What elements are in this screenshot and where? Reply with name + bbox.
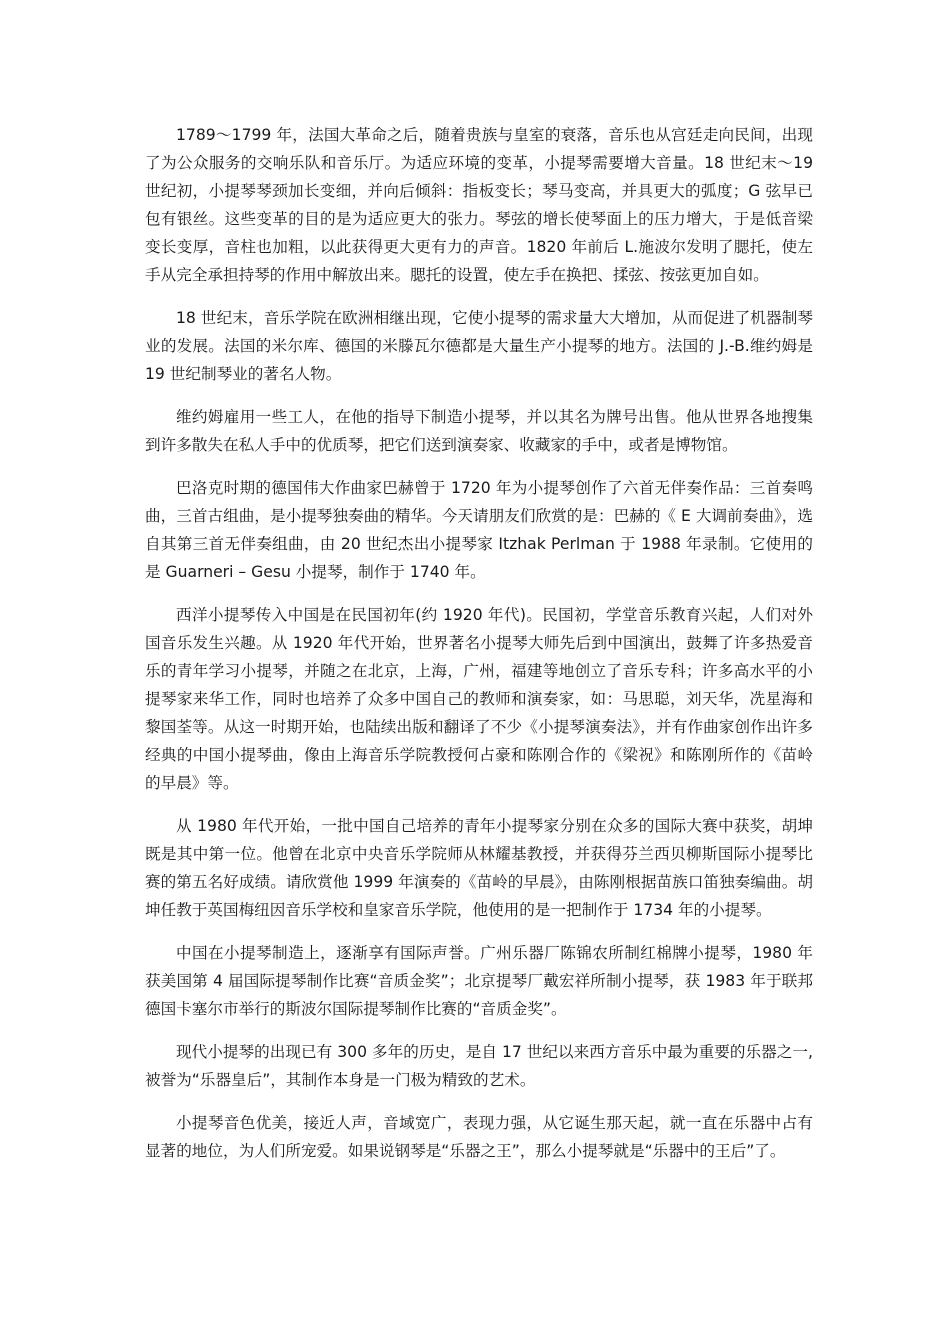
paragraph-7: 中国在小提琴制造上，逐渐享有国际声誉。广州乐器厂陈锦农所制红棉牌小提琴，1980 年获美国第 4 届国际提琴制作比赛“音质金奖”；北京提琴厂戴宏祥所制小提琴，获 1983 年于联邦德国卡塞尔市举行的斯波尔国际提琴制作比赛的“音质金奖”。 — [145, 944, 813, 1018]
paragraph-2: 18 世纪末，音乐学院在欧洲相继出现，它使小提琴的需求量大大增加，从而促进了机器制琴业的发展。法国的米尔库、德国的米滕瓦尔德都是大量生产小提琴的地方。法国的 J.-B.维约姆是 19 世纪制琴业的著名人物。 — [145, 309, 813, 383]
paragraph-1: 1789～1799 年，法国大革命之后，随着贵族与皇室的衰落，音乐也从宫廷走向民间，出现了为公众服务的交响乐队和音乐厅。为适应环境的变革，小提琴需要增大音量。18 世纪末～19 世纪初，小提琴琴颈加长变细，并向后倾斜：指板变长；琴马变高，并具更大的弧度；G 弦早已包有银丝。这些变革的目的是为适应更大的张力。琴弦的增长使琴面上的压力增大，于是低音梁变长变厚，音柱也加粗，以此获得更大更有力的声音。1820 年前后 L.施波尔发明了腮托，使左手从完全承担持琴的作用中解放出来。腮托的设置，使左手在换把、揉弦、按弦更加自如。 — [145, 126, 813, 284]
paragraph-8: 现代小提琴的出现已有 300 多年的历史，是自 17 世纪以来西方音乐中最为重要的乐器之一,被誉为“乐器皇后”，其制作本身是一门极为精致的艺术。 — [145, 1043, 813, 1089]
paragraph-6: 从 1980 年代开始，一批中国自己培养的青年小提琴家分别在众多的国际大赛中获奖，胡坤既是其中第一位。他曾在北京中央音乐学院师从林耀基教授，并获得芬兰西贝柳斯国际小提琴比赛的第五名好成绩。请欣赏他 1999 年演奏的《苗岭的早晨》，由陈刚根据苗族口笛独奏编曲。胡坤任教于英国梅纽因音乐学校和皇家音乐学院，他使用的是一把制作于 1734 年的小提琴。 — [145, 817, 813, 919]
paragraph-4: 巴洛克时期的德国伟大作曲家巴赫曾于 1720 年为小提琴创作了六首无伴奏作品：三首奏鸣曲，三首古组曲，是小提琴独奏曲的精华。今天请朋友们欣赏的是：巴赫的《 E 大调前奏曲》，选自其第三首无伴奏组曲，由 20 世纪杰出小提琴家 Itzhak Perlman 于 1988 年录制。它使用的是 Guarneri – Gesu 小提琴，制作于 1740 年。 — [145, 479, 813, 581]
document-body — [145, 121, 813, 1180]
paragraph-3: 维约姆雇用一些工人，在他的指导下制造小提琴，并以其名为牌号出售。他从世界各地搜集到许多散失在私人手中的优质琴，把它们送到演奏家、收藏家的手中，或者是博物馆。 — [145, 408, 813, 454]
paragraph-9: 小提琴音色优美，接近人声，音域宽广，表现力强，从它诞生那天起，就一直在乐器中占有显著的地位，为人们所宠爱。如果说钢琴是“乐器之王”，那么小提琴就是“乐器中的王后”了。 — [145, 1114, 813, 1160]
paragraph-5: 西洋小提琴传入中国是在民国初年(约 1920 年代)。民国初，学堂音乐教育兴起，人们对外国音乐发生兴趣。从 1920 年代开始，世界著名小提琴大师先后到中国演出，鼓舞了许多热爱音乐的青年学习小提琴，并随之在北京，上海，广州，福建等地创立了音乐专科；许多高水平的小提琴家来华工作，同时也培养了众多中国自己的教师和演奏家，如：马思聪，刘天华，冼星海和黎国荃等。从这一时期开始，也陆续出版和翻译了不少《小提琴演奏法》，并有作曲家创作出许多经典的中国小提琴曲，像由上海音乐学院教授何占豪和陈刚合作的《梁祝》和陈刚所作的《苗岭的早晨》等。 — [145, 606, 813, 792]
